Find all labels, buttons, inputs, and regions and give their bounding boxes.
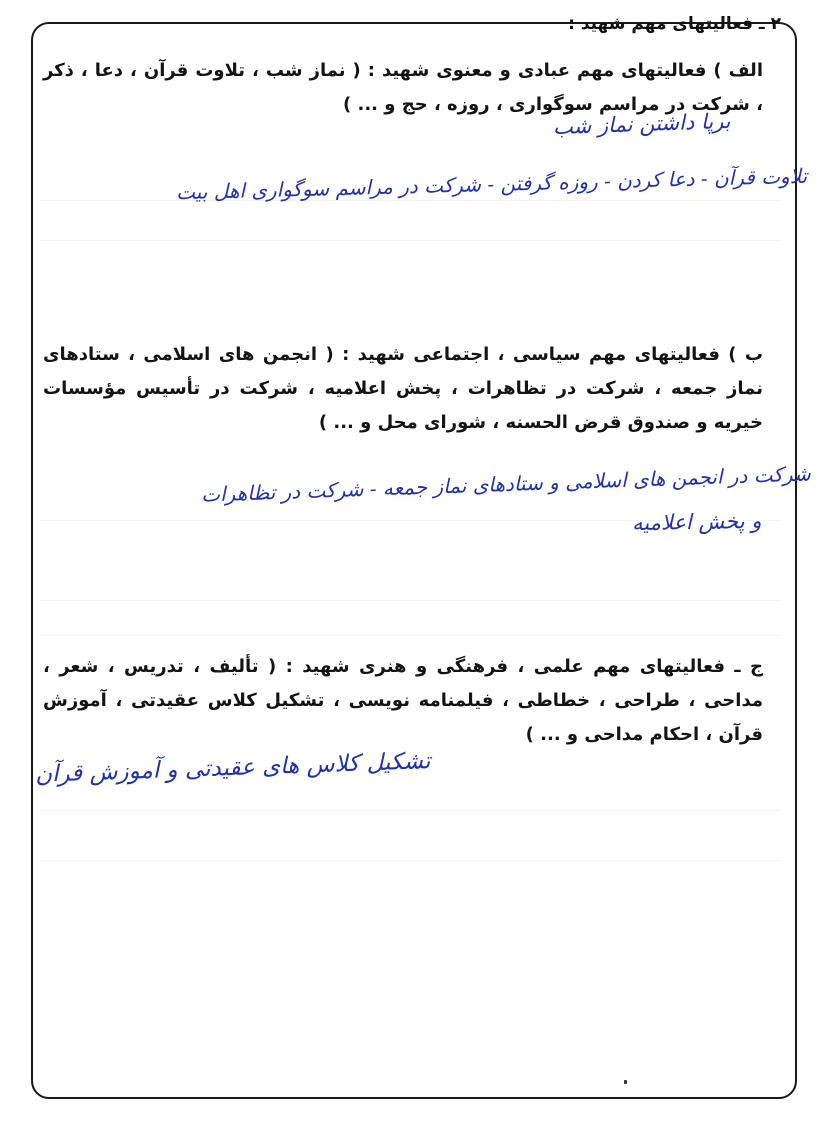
section-a-handwriting-line-1: برپا داشتن نماز شب: [553, 108, 732, 140]
section-a-text: الف ) فعالیتهای مهم عبادی و معنوی شهید : ( نماز شب ، تلاوت قرآن ، دعا ، ذکر ، شرکت در مراسم سوگواری ، روزه ، حج و ... ): [43, 60, 763, 115]
section-c-text: ج ـ فعالیتهای مهم علمی ، فرهنگی و هنری شهید : ( تألیف ، تدریس ، شعر ، مداحی ، طراحی ، خطاطی ، فیلمنامه نویسی ، تشکیل کلاس عقیدتی ، آموزش قرآن ، احکام مداحی و ... ): [43, 656, 763, 745]
section-b-handwriting-line-2: و پخش اعلامیه: [631, 508, 762, 536]
section-c-handwriting-line-1: تشکیل کلاس های عقیدتی و آموزش قرآن: [35, 748, 432, 788]
section-b-handwriting-line-1: شرکت در انجمن های اسلامی و ستادهای نماز جمعه - شرکت در تظاهرات: [200, 461, 812, 507]
section-b-text: ب ) فعالیتهای مهم سیاسی ، اجتماعی شهید : ( انجمن های اسلامی ، ستادهای نماز جمعه ، شرکت در تظاهرات ، پخش اعلامیه ، شرکت در تأسیس مؤسسات خیریه و صندوق قرض الحسنه ، شورای محل و ... ): [43, 344, 763, 433]
section-title: ۲ ـ فعالیتهای مهم شهید :: [568, 14, 781, 34]
section-a-handwriting-line-2: تلاوت قرآن - دعا کردن - روزه گرفتن - شرکت در مراسم سوگواری اهل بیت: [175, 163, 808, 205]
ink-speck: [624, 1080, 627, 1084]
